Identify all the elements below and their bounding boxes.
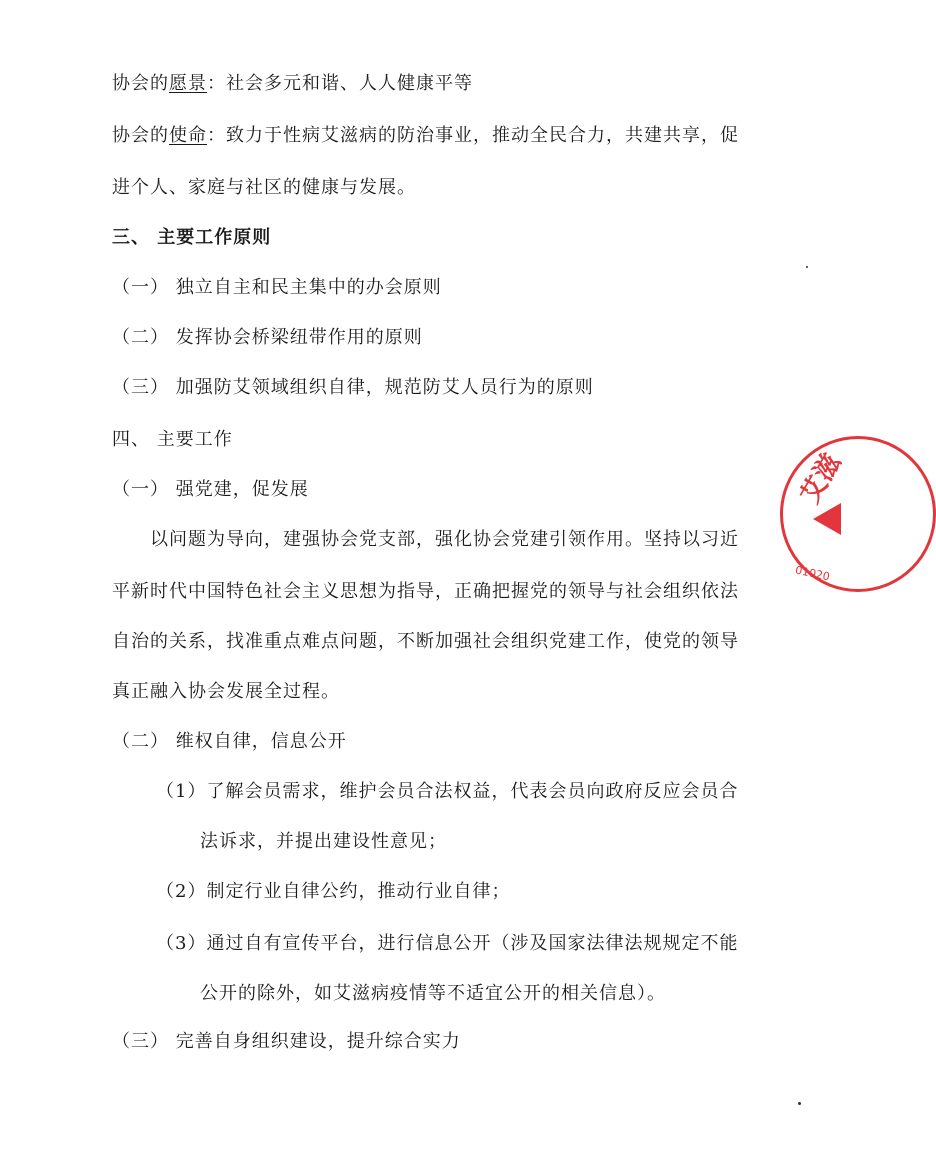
- principle-2: （二） 发挥协会桥梁纽带作用的原则: [112, 327, 423, 348]
- seal-text: 艾滋: [795, 448, 848, 509]
- principle-3: （三） 加强防艾领域组织自律，规范防艾人员行为的原则: [112, 377, 594, 398]
- mission-prefix: 协会的: [112, 125, 169, 146]
- vision-term: 愿景: [169, 73, 207, 94]
- principle-1: （一） 独立自主和民主集中的办会原则: [112, 277, 442, 298]
- seal-star-icon: [813, 503, 841, 535]
- mission-line: [112, 124, 739, 148]
- scan-dot: [798, 1102, 801, 1105]
- work-2-item-1-line-2: 法诉求，并提出建设性意见；: [200, 831, 447, 852]
- work-1-paragraph-line-2: 平新时代中国特色社会主义思想为指导，正确把握党的领导与社会组织依法: [112, 581, 739, 602]
- work-2-item-3-line-1: （3）通过自有宣传平台，进行信息公开（涉及国家法律法规规定不能: [156, 933, 739, 954]
- work-1-paragraph-line-1: 以问题为导向，建强协会党支部，强化协会党建引领作用。坚持以习近: [150, 529, 739, 550]
- section-4-heading: 四、 主要工作: [112, 429, 233, 450]
- work-1-heading: （一） 强党建，促发展: [112, 479, 309, 500]
- mission-continuation: 进个人、家庭与社区的健康与发展。: [112, 177, 416, 198]
- mission-text: ：致力于性病艾滋病的防治事业，推动全民合力，共建共享，促: [207, 125, 739, 146]
- vision-line: [112, 72, 473, 96]
- scan-dot: [806, 266, 808, 268]
- work-3-heading: （三） 完善自身组织建设，提升综合实力: [112, 1031, 461, 1052]
- work-2-item-2: （2）制定行业自律公约，推动行业自律；: [156, 881, 511, 902]
- mission-term: 使命: [169, 125, 207, 146]
- work-1-paragraph-line-3: 自治的关系，找准重点难点问题，不断加强社会组织党建工作，使党的领导: [112, 631, 739, 652]
- vision-text: ：社会多元和谐、人人健康平等: [207, 73, 473, 94]
- vision-prefix: 协会的: [112, 73, 169, 94]
- work-2-item-3-line-2: 公开的除外，如艾滋病疫情等不适宜公开的相关信息）。: [200, 983, 666, 1004]
- section-3-heading: 三、 主要工作原则: [112, 227, 272, 248]
- work-2-heading: （二） 维权自律，信息公开: [112, 731, 347, 752]
- official-seal: [780, 436, 936, 592]
- work-2-item-1-line-1: （1）了解会员需求，维护会员合法权益，代表会员向政府反应会员合: [156, 781, 739, 802]
- seal-number: 01020: [794, 563, 831, 584]
- work-1-paragraph-line-4: 真正融入协会发展全过程。: [112, 681, 340, 702]
